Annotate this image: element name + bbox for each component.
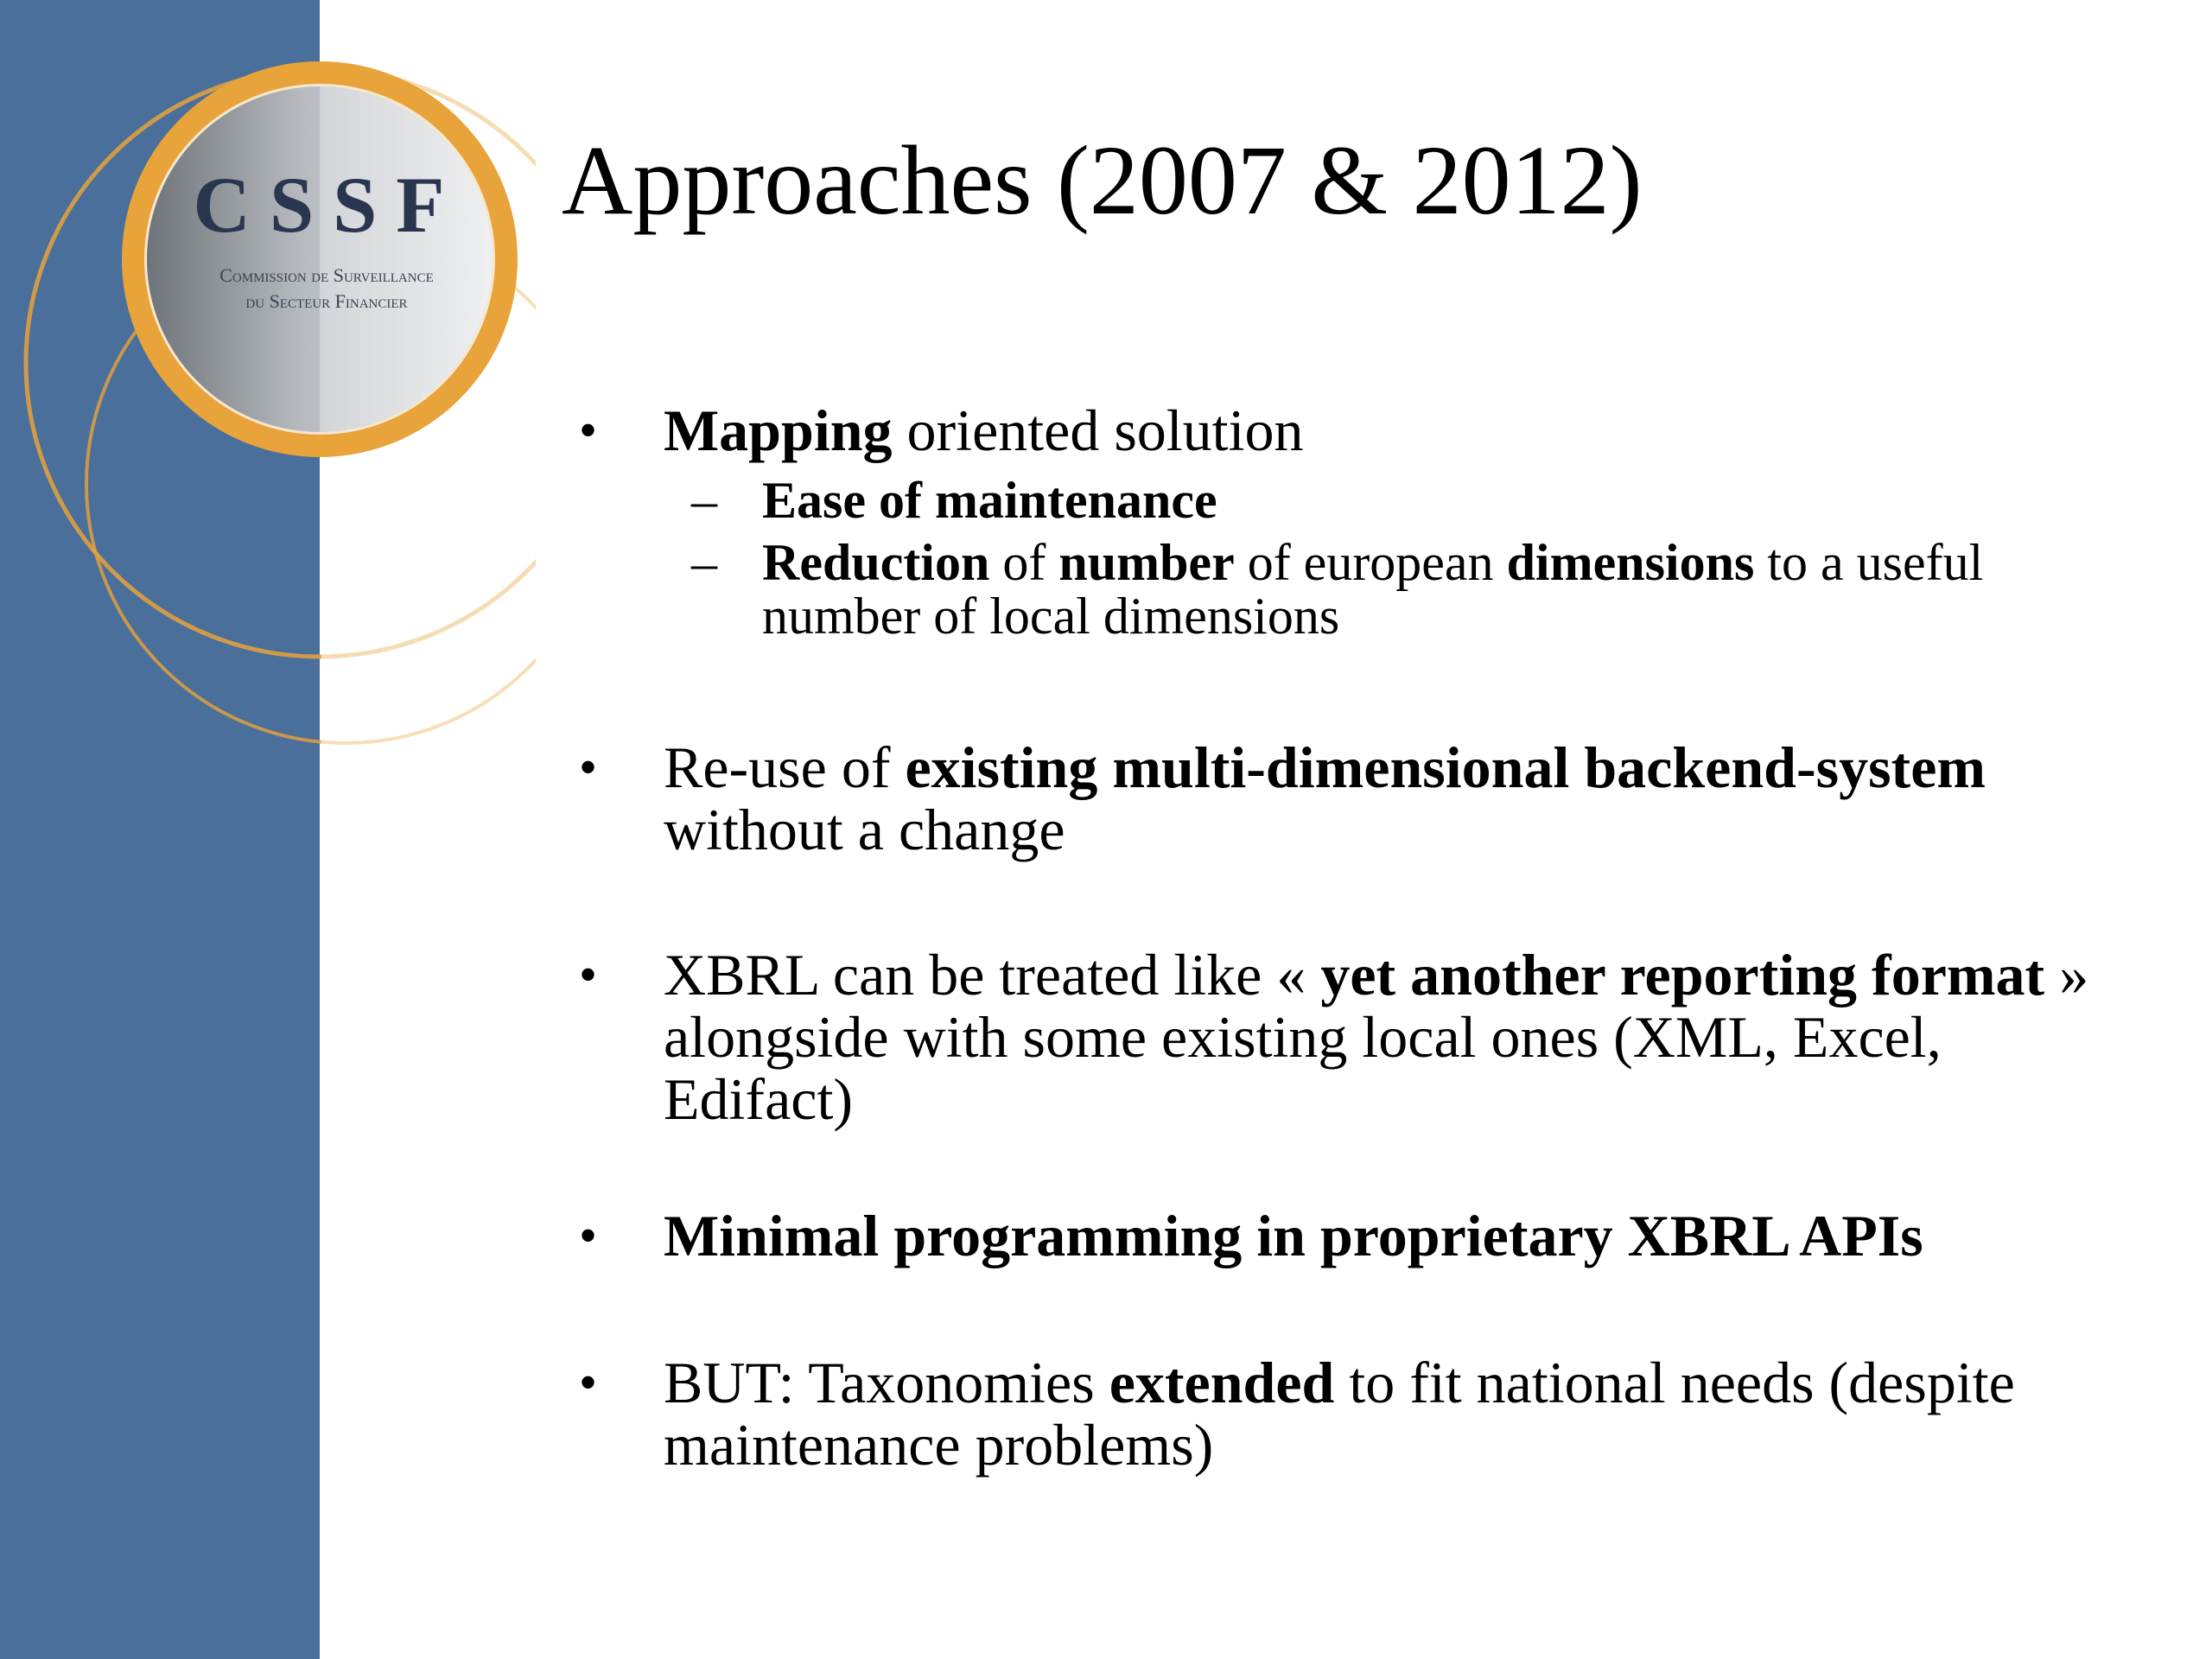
bullet-marker: •: [579, 1354, 598, 1411]
bullet-marker: •: [579, 739, 598, 796]
text-run: of: [989, 534, 1059, 591]
slide-title: Approaches (2007 & 2012): [562, 125, 1643, 235]
bullet-item: [664, 944, 2098, 1130]
bold-text-run: existing multi-dimensional backend-system: [905, 734, 1986, 800]
bold-text-run: Mapping: [664, 397, 893, 463]
bullet-item: [664, 1351, 2098, 1476]
text-run: Re-use of: [664, 734, 906, 800]
bold-text-run: dimensions: [1506, 534, 1755, 591]
text-run: BUT: Taxonomies: [664, 1350, 1109, 1415]
logo-subtitle-line1: Commission de Surveillance: [219, 264, 434, 286]
bold-text-run: Minimal programming in proprietary XBRL APIs: [664, 1203, 1923, 1268]
logo-subtitle-line2: du Secteur Financier: [245, 290, 408, 312]
sub-bullet-item: [762, 474, 2093, 527]
bold-text-run: extended: [1109, 1350, 1335, 1415]
bullet-marker: •: [579, 402, 598, 459]
sub-bullet-item: [762, 536, 2093, 643]
bullet-marker: •: [579, 1207, 598, 1264]
text-run: » alongside with some existing local ones (XML, Excel, Edifact): [664, 942, 2089, 1132]
logo-letters: CSSF: [193, 161, 464, 249]
bullet-item: [664, 399, 2098, 461]
bullet-marker: •: [579, 946, 598, 1003]
text-run: to a useful number of local dimensions: [762, 534, 1984, 645]
bullet-item: [664, 736, 2098, 861]
bold-text-run: yet another reporting format: [1320, 942, 2045, 1007]
cssf-logo: [0, 0, 536, 778]
bold-text-run: number: [1058, 534, 1235, 591]
text-run: oriented solution: [892, 397, 1304, 463]
bullet-item: [664, 1205, 2098, 1267]
bold-text-run: Reduction: [762, 534, 990, 591]
bold-text-run: Ease of maintenance: [762, 472, 1217, 529]
text-run: without a change: [664, 797, 1065, 862]
text-run: to fit national needs (despite maintenance problems): [664, 1350, 2015, 1478]
sub-bullet-marker: –: [691, 472, 717, 529]
sub-bullet-marker: –: [691, 534, 717, 591]
text-run: of european: [1234, 534, 1507, 591]
text-run: XBRL can be treated like «: [664, 942, 1321, 1007]
